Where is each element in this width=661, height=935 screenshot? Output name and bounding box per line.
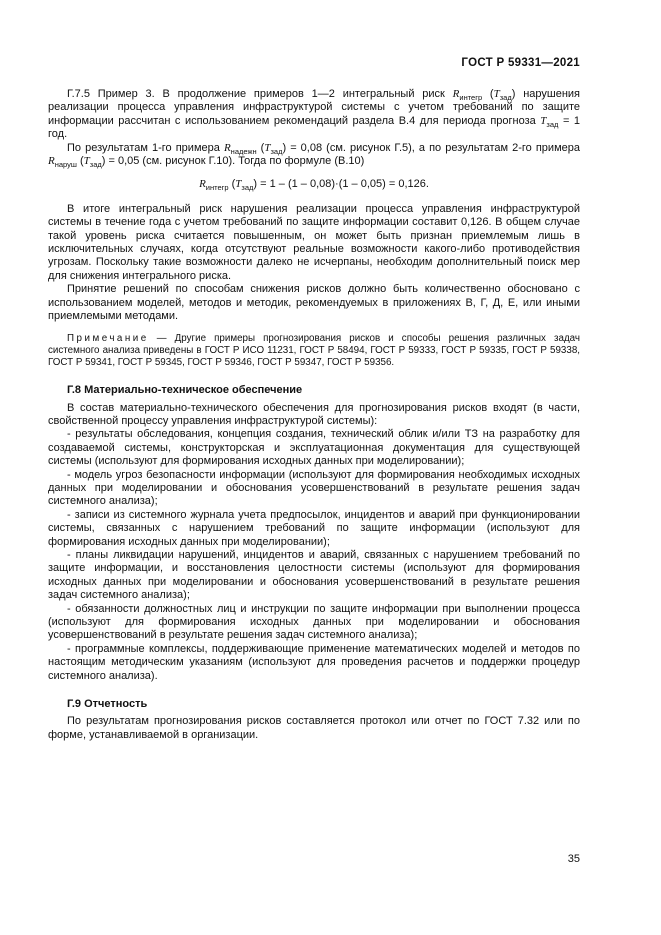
note	[48, 333, 580, 370]
paragraph-conclusion: В итоге интегральный риск нарушения реализации процесса управления инфраструктурой системы в течение года с учетом требований по защите информации составит 0,126. В общем случае такой уровень риска считается повышенным, он может быть признан приемлемым лишь в исключительных случаях, когда отсутствуют реальные возможности какого-либо противодействия угрозам. Поскольку такие возможности далеко не исчерпаны, необходим дополнительный поиск мер для снижения интегрального риска.	[48, 202, 580, 282]
paragraph-reporting: По результатам прогнозирования рисков составляется протокол или отчет по ГОСТ 7.32 или по форме, устанавливаемой в организации.	[48, 715, 580, 741]
paragraph-example-3: Г.7.5 Пример 3. В продолжение примеров 1—2 интегральный риск $R_{интегр}$ $(T_{зад})$ нарушения реализации процесса управления инфраструктурой системы с учетом требований по защите информации рассчитан с использованием рекомендаций раздела В.4 для периода прогноза $T_{зад} = 1$ год.	[48, 88, 581, 141]
list-item: - записи из системного журнала учета предпосылок, инцидентов и аварий при функционировании системы, связанных с нарушением требований по защите информации (используют для формирования исходных данных при моделировании);	[48, 508, 580, 548]
list-item: - модель угроз безопасности информации (используют для формирования необходимых исходных данных при моделировании и обоснования усовершенствований в результате решения задач системного анализа);	[48, 468, 580, 508]
list-item: - обязанности должностных лиц и инструкции по защите информации при выполнении процесса (используют для формирования исходных данных при моделировании и обоснования усовершенствований в результате решения задач системного анализа);	[48, 602, 580, 642]
formula-integral-risk: $R_{интегр}$ $(T_{зад}) = 1 - (1 - 0,08)\cdot(1 - 0,05) = 0,126$.	[199, 178, 429, 193]
paragraph-logistics-intro: В состав материально-технического обеспечения для прогнозирования рисков входят (в части, свойственной процессу управления инфраструктурой системы):	[48, 401, 580, 427]
section-heading-g8: Г.8 Материально-техническое обеспечение	[67, 384, 303, 397]
section-heading-g9: Г.9 Отчетность	[67, 698, 148, 711]
note-text: — Другие примеры прогнозирования рисков и способы решения различных задач системного анализа приведены в ГОСТ Р ИСО 11231, ГОСТ Р 58494, ГОСТ Р 59333, ГОСТ Р 59335, ГОСТ Р 59338, ГОСТ Р 59341, ГОСТ Р 59345, ГОСТ Р 59346, ГОСТ Р 59347, ГОСТ Р 59356.	[48, 332, 580, 368]
list-item: - программные комплексы, поддерживающие применение математических моделей и методов по настоящим методическим указаниям (используют для проведения расчетов и поддержки процедур системного анализа).	[48, 642, 580, 682]
logistics-list	[48, 428, 580, 683]
list-item: - планы ликвидации нарушений, инцидентов и аварий, связанных с нарушением требований по защите информации, и восстановления целостности системы (используют для формирования исходных данных при моделировании и обоснования усовершенствований в результате решения задач системного анализа);	[48, 548, 580, 602]
note-label: Примечание	[67, 332, 149, 344]
page-number: 35	[567, 853, 580, 865]
standard-designation-header: ГОСТ Р 59331—2021	[461, 57, 580, 69]
list-item: - результаты обследования, концепция создания, технический облик и/или ТЗ на разработку для создаваемой системы, конструкторская и эксплуатационная документация для существующей системы (используют для формирования исходных данных при моделировании);	[48, 428, 580, 468]
document-content	[48, 88, 580, 742]
paragraph-example-results: По результатам 1-го примера $R_{надежн}$ $(T_{зад}) = 0,08$ (см. рисунок Г.5), а по результатам 2-го примера $R_{наруш}$ $(T_{зад}) = 0,05$ (см. рисунок Г.10). Тогда по формуле (В.10)	[48, 141, 580, 170]
paragraph-decision-making: Принятие решений по способам снижения рисков должно быть количественно обосновано с использованием моделей, методов и методик, рекомендуемых в приложениях В, Г, Д, Е, или иными приемлемыми методами.	[48, 283, 580, 323]
